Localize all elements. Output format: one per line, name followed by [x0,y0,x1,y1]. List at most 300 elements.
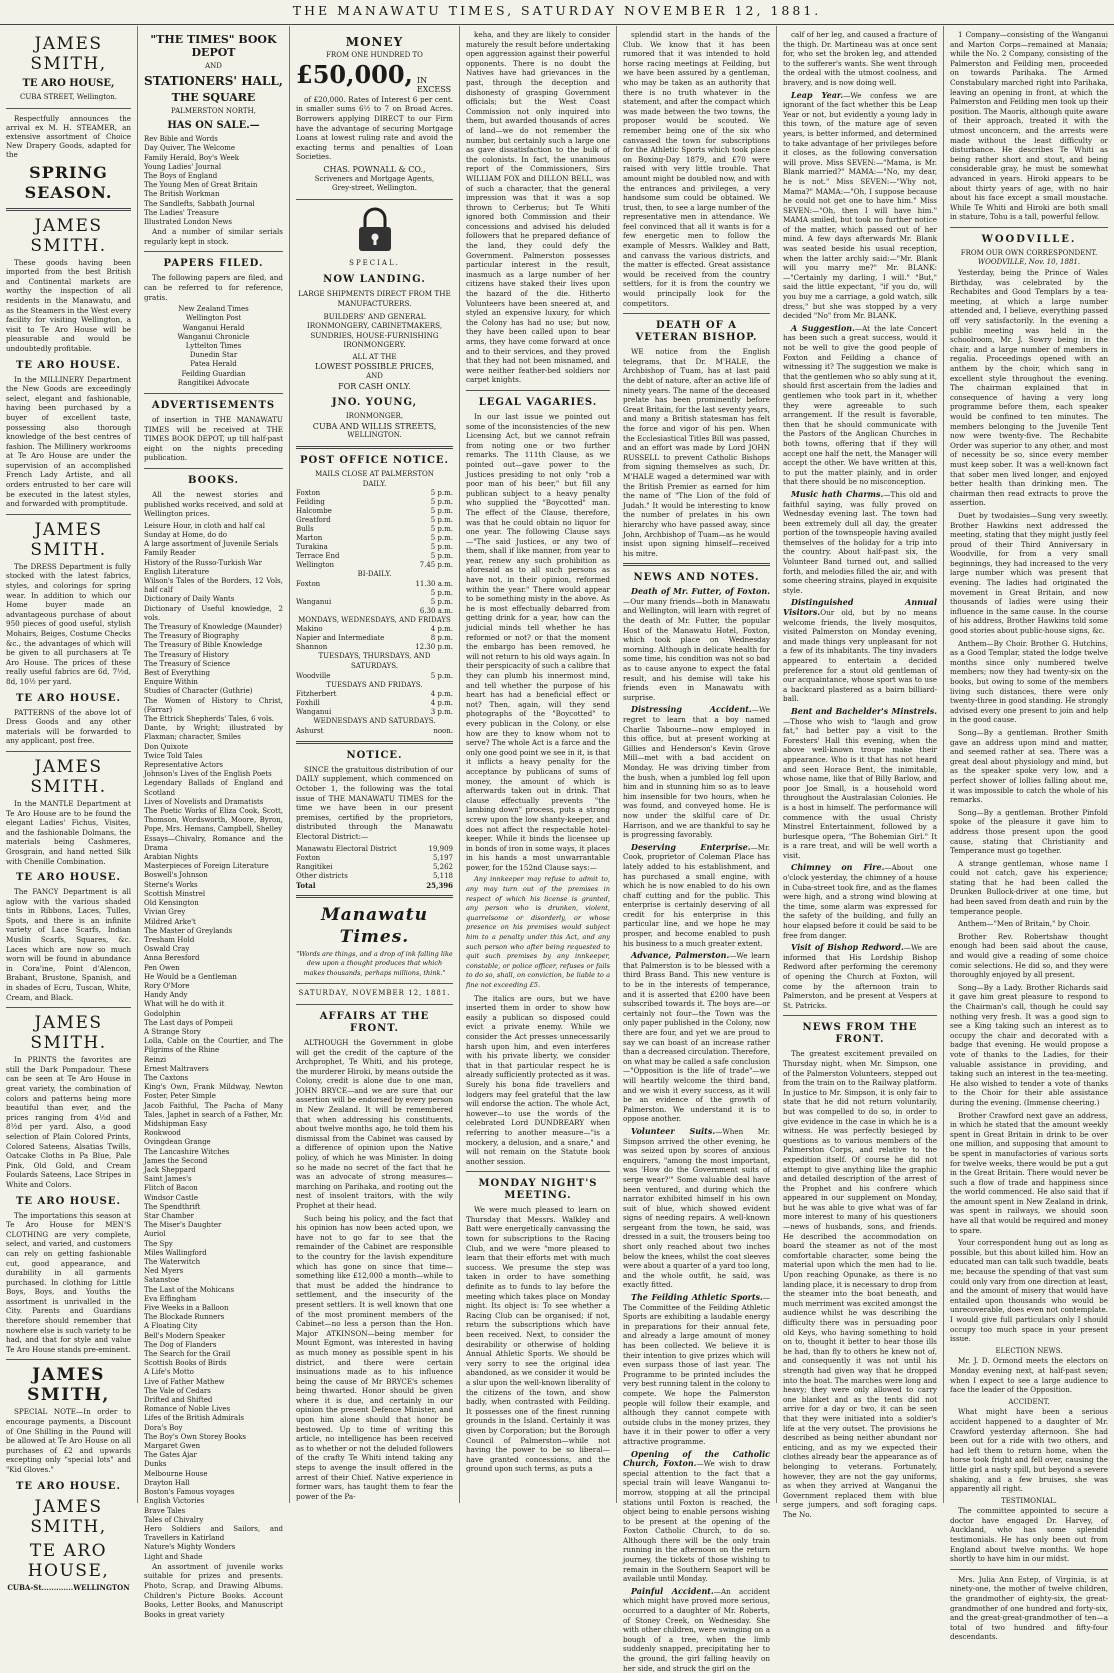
mail-row-label: Terrace End [296,552,340,561]
depot-title: "THE TIMES" BOOK DEPOT [150,33,277,59]
circulation-total-label: Total [296,880,316,890]
book-item: Essays—Chivalry, Romance and the Drama [144,834,283,852]
papers-intro: The following papers are filed, and can be referred to for reference, gratis. [144,273,283,302]
book-item: Ernest Maltravers [144,1064,209,1073]
sale-item: The Boys of England [144,172,218,180]
advertiser-name: JAMES SMITH, [30,34,107,74]
news-item-title: Painful Accident. [631,1585,714,1596]
store-address: CUBA STREET, Wellington. [20,93,117,101]
schedule-heading: DAILY. [362,479,387,488]
mail-row-value: 8 p.m. [430,634,453,643]
book-item: A Life's Motto [144,1368,194,1377]
mail-row [296,607,453,616]
book-item: Dante, by Wright; illustrated by Flaxman; character, Smiles [144,724,283,742]
price-line: AND [366,372,383,381]
mail-row-label: Turakina [296,543,328,552]
mail-row-value: 5 p.m. [430,543,453,552]
store-heading: TE ARO HOUSE. [15,872,121,884]
sale-list [144,135,283,227]
book-item: The Poetic Works of Eliza Cook, Scott, Thomson, Wordsworth, Moore, Byron, Pope, Mrs. Hemans, Campbell, Shelley [144,807,283,834]
news-item-title: The Feilding Athletic Sports. [631,1292,763,1303]
notice-text: SINCE the gratuitous distribution of our DAILY supplement, which commenced on October 1, the following was the total issue of THE MANAWATU TIMES for the time we have been in our present premises, certified by the proprietors, distributed through the Manawatu Electoral District:— [296,764,453,841]
mail-row [296,625,453,634]
news-item-text: —An accident which might have proved more serious, occurred to a daughter of Mr. Roberts, of Stoney Creek, on Wednesday. She with other children, were swinging on a bough of a tree, when the limb suddenly snapped, precipitating her to the ground, the girl falling heavily on her side, and struck the girl on the [623,1586,770,1673]
ironmonger-address: CUBA AND WILLIS STREETS, [312,421,437,431]
book-item: The Women of History to Christ, (Farrar) [144,696,283,714]
depot-square: THE SQUARE [171,90,256,104]
article-heading: WOODVILLE. [981,233,1077,245]
ad-paragraph: SPECIAL NOTE—In order to encourage payments, a Discount of One Shilling in the Pound will be allowed at Te Aro House on all purchases of £2 and upwards excepting only "special lots" and "Kid Gloves." [6,1407,131,1475]
book-item: Romance of Noble Lives [144,1405,231,1414]
news-item-text: —About one o'clock yesterday, the chimney of a house in Cuba-street took fire, and as the flames were high, and a strong wind blowing at the time, some alarm was expressed for the safety of the building, and fully an hour elapsed before it could be said to be free from danger. [783,863,937,940]
book-item: The Treasury of Biography [144,632,240,641]
ironmonger-name: JNO. YOUNG, [331,397,418,409]
depot-subtitle: STATIONERS' HALL, [144,73,283,88]
schedule-bidaily [296,580,453,616]
divider [6,208,131,211]
news-item-text: —We confess we are ignorant of the fact whether this be Leap Year or not, but evidently a young lady in this town, of the mature age of seven years, is better informed, and determined to take advantage of her privileges before it closes, as the following conversation will prove. Miss SEVEN:—"Mama, is Mr. Blank married?" MAMA:—"No, my dear, he is not." Miss SEVEN:—"Why not, Mama?" MAMA:—"Oh, I suppose because he could not get one to have him." Miss SEVEN:—"Oh, then I will have him." MAMA smiled, but took no further notice of the matter, which passed out of her mind. A few days afterwards Mr. Blank was seated beside his usual reception, when the latter archly said:—"Mr. Blank will you marry me?" Mr. BLANK:—"Certainly my darling, I will." "But," said the little expectant, "if you do, will you buy me a carriage, a gold watch, silk dress," but she was stopped by a very decided "No" from Mr. BLANK. [783,90,937,321]
paper-item: New Zealand Times [178,305,249,314]
circulation-row [296,872,453,881]
sale-item: The British Workman [144,190,220,199]
column-6 [777,26,944,1519]
ironmonger-city: WELLINGTON. [347,431,402,440]
article-heading: DEATH OF A VETERAN BISHOP. [635,320,758,344]
adverts-heading: ADVERTISEMENTS [151,400,276,412]
book-item: Lifes of the British Admirals [144,1414,245,1423]
book-item: Jack Sheppard [144,1165,196,1174]
store-heading: TE ARO HOUSE. [15,692,121,704]
book-item: A large assortment of Juvenile Serials [144,540,279,549]
book-item: Don Quixote [144,742,189,751]
sale-item: Young Ladies' Journal [144,162,222,171]
columns [0,26,1114,1673]
store-name: TE ARO HOUSE, [27,1540,110,1581]
schedule-heading: TUESDAYS, THURSDAYS, AND SATURDAYS. [318,652,431,670]
subheading: ACCIDENT. [1008,1397,1050,1406]
notice-heading: NOTICE. [346,749,403,761]
book-item: Jacob Faithful, The Pacha of Many Tales, Japhet in search of a Father, Mr. Midshipman Easy [144,1101,283,1128]
news-item-text: —At the late Concert has been such a great success, would it not be well to give the good people of Foxton and Feilding a chance of witnessing it? The suggestion we make is that the gentlemen who so ably sung at it, should first ascertain from the ladies and gentlemen who took part in it, whether they were agreeable to such arrangement. If the result is favorable, then that he should communicate with the Pastors of the Anglican Churches in both towns, offering that if they will accept one half the nett, the Manager will accept the other. We have written at this, to put the matter plainly, and in order that there should be no misconception. [783,323,937,487]
article-heading: MONDAY NIGHT'S MEETING. [478,1178,598,1202]
ironmonger-role: IRONMONGER, [345,412,404,421]
mail-row-value: 5 p.m. [430,489,453,498]
divider [296,1004,453,1005]
money-amount: £50,000, [296,59,413,89]
news-item [623,587,770,702]
article-paragraph: 1 Company—consisting of the Wanganui and Marton Corps—remained at Manaia; while the No. 2 Company, consisting of the Palmerston and Feilding men, proceeded on towards Parihaka. The Armed Constabulary marched right into Parihaka, leaving an opening in front, at which the Palmerston and Feilding men took up their position. The Maoris, although quite aware of their approach, treated it with the utmost unconcern, and the arrests were made without the least difficulty or disturbance. He describes Te Whiti as being rather short and stout, and being considerable gray, he must be somewhat advanced in years. Hiroki appears to be about thirty years of age, with no hair about his face except a small moustache. While Te Whiti and Hiroki are both small in stature, Tohu is a tall, powerful fellow. [950,30,1108,222]
book-item: Dictionary of Daily Wants [144,595,235,604]
book-item: Brave Tales [144,1506,186,1515]
news-item [783,863,937,940]
book-item: Arabian Nights [144,853,198,862]
news-item-title: A Suggestion. [791,322,855,333]
article-paragraph: Song—By a gentleman. Brother Smith gave an address upon mind and matter, and seemed rather at sea. There was a great deal about physiology and mind, but as the speaker spoke very low, and a perfect shower of lollies falling about me, it was impossible to catch the whole of his remarks. [950,727,1108,805]
book-item: What will he do with it [144,1000,225,1009]
circulation-total [296,881,453,890]
book-item: Twice Told Tales [144,751,203,760]
correspondent-line: FROM OUR OWN CORRESPONDENT. [960,248,1098,257]
book-item: Family Reader [144,549,196,558]
mail-row-label: Fitzherbert [296,690,337,699]
newspaper-title: Manawatu Times. [320,904,429,947]
mail-row [296,498,453,507]
news-item-title: Distinguished Annual Visitors. [783,597,937,618]
mail-row-label: Foxton [296,579,321,588]
mail-row-label: Wanganui [296,708,332,717]
circulation-row-value: 19,909 [428,844,453,853]
subheading: ELECTION NEWS. [995,1346,1063,1355]
book-item: The Caxtons [144,1073,189,1082]
mail-row-label: Foxhill [296,699,320,708]
price-line: LOWEST POSSIBLE PRICES, [314,362,435,372]
book-item: Leisure Hour, in cloth and half cal [144,521,266,530]
trades-text: BUILDERS' AND GENERAL IRONMONGERY, CABINETMAKERS, SUNDRIES, HOUSE-FURNISHING IRONMONGERY. [306,311,443,350]
mail-row-value: 5 p.m. [430,516,453,525]
mail-row-value: 7.45 p.m. [419,561,453,570]
news-item [623,1587,770,1673]
news-item [783,943,937,1010]
circulation-row-value: 5,118 [432,871,453,880]
book-item: Flitch of Bacon [144,1184,198,1193]
motto: "Words are things, and a drop of ink falling like dew upon a thought produces that which makes thousands, perhaps millions, think." [296,949,453,977]
post-office-heading: POST OFFICE NOTICE. [299,455,450,467]
article-paragraph: calf of her leg, and caused a fracture of the thigh. Dr. Martineau was at once sent for, who set the broken leg, and attended to the sufferer's wants. She went through the ordeal with the utmost coolness, and bravery, and is now doing well. [783,30,937,87]
mail-row [296,598,453,607]
book-item: Bell's Modern Speaker [144,1331,225,1340]
article-paragraph: Brother Rev. Robertshaw thought enough had been said about the cause, and would give a reading of some choice comic selections. He did so, and they were thoroughly enjoyed by all present. [950,931,1108,980]
paper-item: Rangitikei Advocate [177,378,250,387]
store-heading: TE ARO HOUSE. [15,1195,121,1207]
books-tail: An assortment of juvenile works suitable for prizes and presents. Photo, Scrap, and Drawing Albums. Children's Picture Books. Account Books, Letter Books, and Manuscript Books in great variety [144,1561,283,1619]
article-paragraph: Duet by twodaisies—Sung very sweetly. Brother Hawkins next addressed the meeting, stating that they might justly feel proud of their Third Anniversary in Woodville, for from a very small beginnings, they had increased to the very large number which was present that evening. The ladies had originated the movement in Great Britain, and now thousands of ladies were using their influence in the same cause. In the course of his address, Brother Hawkins told some good stories about public-house signs, &c. [950,510,1108,636]
book-item: The Vale of Cedars [144,1386,211,1395]
divider [144,251,283,252]
advertiser-name: JAMES SMITH, [30,1496,107,1537]
advertiser-name: JAMES SMITH. [30,1013,107,1054]
book-item: Lolla, Cable on the Courtier, and The Pilgrims of the Rhine [144,1037,283,1055]
ad-paragraph: The FANCY Department is all aglow with the various shaded tints in Ribbons, Laces, Tulles, Spots, and there is an infinite variety of Lace Scarfs, Indian Muslin Scarfs, Squares, &c. Laces which are now so much worn will be found in abundance in Cora'ine, Point d'Alencon, Brabant, Brustone, Spanish, and in shades of Ecru, Tuscan, White, Cream, and Black. [6,887,131,1002]
book-item: Representative Actors [144,761,223,770]
book-item: The Dog of Flanders [144,1340,217,1349]
sale-item: Day Quiver, The Welcome [144,144,236,153]
book-item: James the Second [144,1156,208,1165]
book-item: Drayton Hall [144,1478,190,1487]
book-item: The Gates Ajar [144,1451,197,1460]
news-item-title: Visit of Bishop Redword. [791,942,904,953]
books-list [144,522,283,1562]
mail-row-value: 5 p.m. [430,534,453,543]
advertiser-name: JAMES SMITH. [30,756,107,797]
book-item: Tresham Hold [144,935,195,944]
article-paragraph: WE notice from the English telegrams, that Dr. M'HALE, the Archbishop of Tuam, has at last paid the debt of nature, after an active life of ninety years. The name of the deceased prelate has been prominently before Great Britain, for the last seventy years, and many a British statesman has felt the force and vigor of his pen. When the Ecclesiastical Titles Bill was passed, and an effort was made by Lord JOHN RUSSELL to prevent Catholic Bishops from signing themselves as such, Dr. M'HALE waged a determined war with the British Premier as earned for him the name of "The Lion of the fold of Judah." It would be interesting to know the number of prelates in his own hierarchy who have passed away, since John, Archbishop of Tuam—as he would insist upon signing himself—received his mitre. [623,347,770,558]
book-item: Live of Father Mathew [144,1377,225,1386]
column-1 [0,26,138,1592]
book-item: Five Weeks in a Balloon [144,1304,229,1313]
schedule-heading: MONDAYS, WEDNESDAYS, AND FRIDAYS [298,615,451,624]
book-item: Ned Myers [144,1267,184,1276]
store-address: CUBA-St.............WELLINGTON [7,1582,130,1592]
papers-heading: PAPERS FILED. [163,258,264,270]
article-paragraph: Your correspondent hung out as long as possible, but this about killed him. How an educated man can talk such twaddle, beats me; because the spending of that vast sum could only vary from one direction at least, and the amount of misery that would have entailed upon thousands who would be unrecoverable, does even not contemplate. I would give full particulars only I should occupy too much space in your present issue. [950,1238,1108,1344]
article-paragraph: A strange gentleman, whose name I could not catch, gave his experience; stating that he had been called the Drunken Bullock-driver at one time, but had been saved from death and ruin by the temperance people. [950,858,1108,916]
mail-row [296,525,453,534]
mail-row-value: 4 p.m. [430,699,453,708]
ad-paragraph: PATTERNS of the above lot of Dress Goods and any other materials will be forwarded to any applicant, post free. [6,707,131,746]
book-item: The Search for the Grail [144,1350,231,1359]
book-item: Best of Everything [144,669,211,678]
paper-item: Wanganui Herald [182,323,245,332]
mail-row [296,534,453,543]
book-item: Windsor Castle [144,1193,198,1202]
book-item: Godolphin [144,1009,181,1018]
divider [296,983,453,984]
book-item: The Treasury of Science [144,659,231,668]
mail-row [296,516,453,525]
book-item: The Spendthrift [144,1202,201,1211]
depot-and: AND [205,62,222,70]
ad-paragraph: These goods having been imported from the best British and Continental markets are worthy the inspection of all residents in the Manawatu, and as the Steamers in the West every facility for visiting Wellington, a visit to Te Aro House will be pleasurable and would be undoubtedly profitable. [6,257,131,353]
book-item: He Would be a Gentleman [144,972,237,981]
money-amount-row [296,61,453,95]
book-item: The Miser's Daughter [144,1221,222,1230]
mail-row [296,543,453,552]
book-item: Rory O'More [144,981,190,990]
news-item-title: Advance, Palmerston. [631,950,730,961]
paper-item: Dunedin Star [189,351,238,360]
book-item: Old Kensington [144,899,199,908]
book-item: The Treasury of Knowledge (Maunder) [144,623,282,631]
column-5 [617,26,777,1673]
mail-row-label: Marton [296,534,323,543]
book-item: Margaret Gwen [144,1442,201,1451]
mail-row-value: 5 p.m. [430,588,453,597]
news-item [623,705,770,839]
divider [296,895,453,898]
column-2 [138,26,290,1619]
mail-row [296,672,453,681]
book-item: Boston's Famous voyages [144,1488,235,1497]
divider [950,227,1108,228]
news-item-title: Chimney on Fire. [791,862,885,873]
book-item: Miles Wallingford [144,1248,207,1257]
book-item: Nature's Mighty Wonders [144,1543,236,1552]
advertiser-name: JAMES SMITH. [30,519,107,560]
news-item-title: Deserving Enterprise. [631,841,751,852]
news-item-text: —The Committee of the Feilding Athletic Sports are exhibiting a laudable energy in preparations for their annual fete, and already a large amount of money has been collected. We believe it is their intention to give prizes which will even surpass those of last year. The Programme to be printed includes the very best running talent in the colony to compete. We hope the Palmerston people will follow their example, and although they cannot compete with outside clubs in the money prizes, they have it in their power to offer a very attractive programme. [623,1293,770,1446]
book-item: Hero Soldiers and Sailors, and Travellers in Katirland [144,1524,283,1543]
book-item: Vivian Grey [144,908,186,917]
news-item [783,324,937,487]
schedule-daily [296,489,453,570]
mail-row-value: 4 p.m. [430,625,453,634]
book-item: History of the Russo-Turkish War [144,558,262,567]
schedule-wed [296,727,453,736]
book-item: Masterpieces of Foreign Literature [144,862,269,871]
mail-row-label: Bulls [296,525,314,534]
mail-row-label: Woodville [296,671,331,680]
article-paragraph: splendid start in the hands of the Club. We know that it has been rumored that it was intended to hold horse racing meetings at Feilding, but we have been assured by a gentleman, who may be taken as an authority that there is no truth whatever in the statement, and after the compact which was made between the two towns, the proposer would be scouted. We remember being one of the six who canvassed the town for subscriptions for the Athletic Sports which took place on Boxing-Day 1879, and £70 were raised with very little trouble. That amount might be doubled now, and with the entrances and privileges, a very handsome sum could be obtained. We trust, then, to see a large number of the representative men in attendance. We feel convinced that all it wants is for a few energetic men to follow the example of Messrs. Walkley and Batt, and canvass the various districts, and the matter is effected. Great assistance would be received from the country settlers, for it is from the country we would principally look for the competitors. [623,30,770,308]
circulation-row-value: 5,262 [432,862,453,871]
article-paragraph: Yesterday, being the Prince of Wales Birthday, was celebrated by the Rechabites and Good Templars by a tea-meeting, at which a large number attended and, I believe, everything passed off very satisfactorily. In the evening a public meeting was held in the schoolroom, Mr. J. Sowry being in the chair, and a large number of members in regalia. Proceedings opened with an anthem by the choir, which sang in excellent style throughout the evening. The chairman explained that in consequence of having a very long programme before them, each speaker would be confined to ten minutes. The members belonging to the Juvenile Tent now were twenty-five. The Rechabite Order was superior to any other, and most of necessity be so, since every member must keep sober. It was a well-known fact that sober men lived longer, and enjoyed better health than drinking men. The chairman then read extracts to prove the assertion. [950,268,1108,508]
book-item: The Treasury of History [144,650,229,659]
article-paragraph: The greatest excitement prevailed on Thursday night, when Mr. Simpson, one of the Palmerston Volunteers, stepped out from the train on to the Railway platform. In justice to Mr. Simpson, it is only fair to state that he did not return voluntarily, but was compelled to do so, in order to give evidence in the case in which he is a witness. He was perfectly besieged by questions as to various members of the Palmerston Corps, and relative to the expedition itself. Of course he did not attempt to give anything like the graphic and detailed description of the arrest of the Prophet and his confrere which appeared in our supplement on Monday, but he was able to give what was of far more interest to many of his questioners—news of husbands, sons, and friends. He described the accommodation on board the steamer as not of the most comfortable character, some being the material upon which the men had to lie. Upon reaching Opunake, as there is no landing place, it is necessary to drop from the steamer into the boat beneath, and much merriment was excited amongst the audience whilst he was describing the difficulty there was in persuading poor old Keys, who having something to hold on to, thought it better to hear those ills he had, than fly to others he knew not of, and consequently it was not until his strength had given way that he dropped into the boat. The marches were long and heavy; they were only allowed to carry one blanket and as the tents did not arrive for a day or two, it can be seen that they were initiated into a soldier's life at the very outset. The provisions he described as being neither abundant nor enticing, and as my we expected their clothes already bear the appearance as of belonging to veterans. Fortunately, however, they are not the gay uniforms, as when they arrived at Wanganui the Government replaced them with blue serge jumpers, and soft foraging caps. The No. [783,1049,937,1519]
news-item-text: Our old, but by no means welcome friends, the lively mosquitos, visited Palmerston on Monday evening, and made things very unpleasant for not a few of its inhabitants. The tiny invaders appeared to entertain a decided preference for a stout old gentleman of our acquaintance, whose sport was to use a backcard plastered as a bairn billiard-ball. [783,608,937,704]
ad-paragraph: The DRESS Department is fully stocked with the latest fabrics, styles, and colorings for spring wear. In addition to which our Home buyer made an advantageous purchase of about 950 pieces of good useful, stylish Mohairs, Beiges, Costume Checks &c., the advantages of which will be given to all purchasers at Te Aro House. The prices of these really useful fabrics are 6d, 7½d, 8d, 10½ per yard. [6,561,131,686]
book-item: Dunks [144,1460,167,1469]
mail-row-label: Wellington [296,561,335,570]
book-item: Auriol [144,1230,166,1239]
divider [6,514,131,515]
book-item: Scottish Books of Birds [144,1359,227,1368]
money-excess: IN EXCESS [416,75,452,95]
book-item: Wilson's Tales of the Borders, 12 Vols, half calf [144,576,283,595]
news-item [623,1127,770,1290]
mail-row-value: 4 p.m. [430,690,453,699]
sale-item: Illustrated London News [144,218,232,227]
mail-row-label: Halcombe [296,507,332,516]
dateline: WOODVILLE, Nov. 10, 1881. [977,258,1081,267]
article-paragraph: Mr. J. D. Ormond meets the electors on Monday evening next, at half-past seven; when I expect to see a large audience to face the leader of the Opposition. [950,1356,1108,1395]
divider [144,393,283,394]
divider [296,741,453,744]
store-heading: TE ARO HOUSE. [15,1480,121,1492]
book-item: King's Own, Frank Mildway, Newton Foster, Peter Simple [144,1083,283,1101]
book-item: Oswald Cray [144,945,190,954]
book-item: Satanstoe [144,1276,180,1285]
paper-item: Patea Herald [190,360,237,369]
firm-role: Scriveners and Mortgage Agents, [314,174,435,183]
mail-row-label: Shannon [296,643,328,652]
article-paragraph: What might have been a serious accident happened to a daughter of Mr. Crawford yesterday afternoon. She had been out for a ride with two others, and had left them to return home, when the horse took fright and fell over, causing the little girl a nasty spill, but beyond a severe shaking, and a few bruises, she was apparently all right. [950,1407,1108,1494]
news-item [623,1293,770,1447]
article-paragraph: Anthem—By Choir. Brother G. Hutchins, as a Good Templar, stated the lodge twelve months since only numbered twelve members; now they had twenty-six on the books, but owing to some of the members living such distances, there were only twenty-three in good standing. He strongly advised every one present to join and help in the good cause. [950,638,1108,725]
news-item-text: —When Mr. Simpson arrived the other evening, he was seized upon by scores of anxious enquirers, "among the most important, was 'How do the Government suits of serge wear?'" Some valuable deal have been ventured, and during which the narrator exhibited himself in his own suit of blue, which showed evident signs of needing repairs. A well-known sergeant from the town, he said, was dressed in a suit, the trousers being too short only reached about two inches below the knees, whilst the coat sleeves were about a quarter of a yard too long, and the whole outfit, he said, was exactly fitted. [623,1126,770,1290]
mail-row-value: 5 p.m. [430,525,453,534]
advertiser-name: JAMES SMITH. [30,215,107,256]
article-paragraph: Anthem—"Men of Britain," by Choir. [958,919,1091,929]
mail-row-label: Greatford [296,516,331,525]
money-text: of £20,000. Rates of Interest 6 per cent. in smaller sums 6½ to 7 on Broad Acres. Borrowers applying DIRECT to our Firm have the advantage of securing Mortgage Loans at lowest ruling rate and avoid the exacting terms and penalties of Loan Societies. [296,94,453,162]
article-paragraph: ALTHOUGH the Government in globe will get the credit of the capture of the Archprophet, Te Whiti, and his protege, the murderer Hiroki, by means outside the Colony, credit is alone due to one man, JOHN BRYCE—and we are sure that our assertion will be endorsed by every person in New Zealand. It will be remembered that when addressing his constituents, about twelve months ago, he told them his dismissal from the Cabinet was caused by a difference of opinion upon the Native policy, of which he was Minister. In doing so he made no secret of the fact that he was an advocate of strong measures—marching on Parihaka, and rooting out the nest of insolent traitors, with the wily Prophet at their head. [296,1037,453,1210]
book-item: Saint James's [144,1175,192,1184]
circulation-total-value: 25,396 [426,880,453,890]
section-heading: NEWS AND NOTES. [633,572,760,584]
book-item: The Treasury of Bible Knowledge [144,641,263,650]
book-item: The Spy [144,1239,173,1248]
divider [623,313,770,314]
book-item: The Ettrick Shepherds' Tales, 6 vols. [144,715,275,724]
mail-row-value: 12.30 p.m. [415,643,453,652]
mail-row-value: 11.30 a.m. [415,579,453,588]
ad-paragraph: The importations this season at Te Aro House for MEN'S CLOTHING are very complete, select, and varied, and customers can rely on getting fashionable cut, good appearance, and durability in all garments purchased. In clothing for Little Boys, Boys, and Youths the assortment is unrivalled in the City. Parents and Guardians therefore should remember that nowhere else is such variety to be had, and that for style and value Te Aro House stands pre-eminent. [6,1210,131,1354]
divider [6,1359,131,1360]
article-paragraph: Such being his policy, and the fact that his opinion has now been acted upon, we have not to go far to see that the remainder of the Cabinet are responsible to the country for the lavish expenditure which has gone on since that time—something like £12,000 a month—while to that must be added the hindrance to settlement, and the insecurity of the present settlers. It is well known that one of the most prominent members of the Cabinet—no less a person than the Hon. Major ATKINSON—being member for Mount Egmont, was interested in having as much money as possible spent in his district, and there were certain insinuations made as to his influence being the cause of Mr BRYCE's schemes being thwarted. Honor should be given where it is due, and certainly in our opinion the present Defence Minister, and upon him alone should that honor be bestowed. Up to time of writing this article, no intelligence has been received as to whether or not the deluded followers of the crafty Te Whiti intend taking any steps to avenge the insult offered in the arrest of their Chief. Native experience in former wars, has taught them to fear the power of the Pa- [296,1213,453,1501]
papers-list [144,305,283,388]
paper-item: Wanganui Chronicle [177,332,250,341]
masthead: THE MANAWATU TIMES, SATURDAY NOVEMBER 12, 1881. [0,0,1114,25]
circulation-table [296,845,453,881]
book-item: Legendary Ballads of England and Scotland [144,779,283,797]
news-item-text: —We learn that Palmerston is to be blessed with a third Brass Band. This new venture is to be in the interests of temperance, and it is asserted that £200 have been subscribed towards it. The boys are—or certainly not four—the Town was the only paper published in the Colony, now there are four, and yet we are proud to say we can boast of an increase rather than a decreased circulation. Therefore, on what may be called a safe conclusion—"Opposition is the life of trade"—we will heartily welcome the third band, and we wish it every success, as it will be an evidence of the growth of Palmerston. We understand it is to oppose another. [623,951,771,1124]
price-line: ALL AT THE [352,352,397,361]
news-item [623,843,770,949]
firm-address: Grey-street, Wellington. [332,184,417,193]
book-item: The Last of the Mohicans [144,1285,235,1294]
sale-item: Family Herald, Boy's Week [144,153,239,162]
book-item: Sunday at Home, do do [144,530,228,539]
article-paragraph: keha, and they are likely to consider maturely the result before undertaking open aggression against their powerful opponents. There is no doubt the Natives have had grievances in the past, through the deception and dishonesty of grasping Government officials; but the West Coast Commission not only inquired into them, but awarded thousands of acres of land—we do not remember the number, but certainly such a large one as gave dissatisfaction to the bulk of the colonists. In fact, the unanimous report of the Commissioners, Sirs WILLIAM FOX and DILLON BELL, was of such a character, that the general impression was that it was a sop thrown to Cerberus; but Te Whiti ignored both Commission and their concessions and advised his deluded followers that he prepared defiance of the land, they could defy the Government. Palmerston possesses particular interest in the result, inasmuch as a large number of her citizens have staked their lives upon the hazard of the die. Hitherto Volunteers have been sneered at, and styled an expensive luxury, for which the Colony has had no use; but now, they have been called upon to bear arms, they have come forward at once and to their services, and they proved that they had not been misnamed, and were neither feather-bed soldiers nor carpet knights. [466,30,610,385]
mail-row [296,552,453,561]
books-heading: BOOKS. [187,474,240,486]
divider [466,390,610,391]
landing-text: LARGE SHIPMENTS DIRECT FROM THE MANUFACTURERS. [298,289,451,308]
ad-intro: Respectfully announces the arrival ex M. H. STEAMER, an extensive assortment of Choice New Drapery Goods, adapted for the [6,113,131,160]
mail-row-label: Napier and Intermediate [296,634,385,643]
book-item: The Boy's Own Storey Books [144,1432,246,1441]
news-item-title: Music hath Charms. [791,488,884,499]
article-paragraph: In our last issue we pointed out some of the inconsistencies of the new Licensing Act, but we cannot refrain from noting one or two further remarks. The 111th Clause, as we pointed out—gave power to the Justices presiding to not only "rob a poor man of his beer," but fill any publican subject to a heavy penalty who supplied the "Boycotted" man. The effect of the Clause, therefore, was that he could obtain no liquor for one year. The following Clause says—"The said Justices, or any two of them, shall if like manner, from year to year, renew any such prohibition as aforesaid as to all such persons as have not, in their opinion, reformed within the year." There would appear to be something misty in the above. As he is most effectually debarred from getting drink for a year, how can the judicial minds tell whether he has reformed or not? or that the moment the embargo has been removed, he will not return to his old ways again. In their perspicacity of such a calibre that they can plumb his innermost mind, and tell whether the purpose of his heart has had a beneficial effect or not? Then, again, will they send photographs of the "Boycotted" to every publican in the Colony, or else how are they to know whom not to serve? The whole Act is a farce and the only one good point we see in it, is that it inflicts a heavy penalty for the acceptance by publicans of sums of money, the amount of which is afterwards taken out in drink. That clause effectually prevents "the lambing down" process, puts a strong screw upon the low shanty-keeper, and does not affect the respectable hotel-keeper. While it binds the licensee up in bonds of iron in some ways, it places in his hands a most unwarrantable power, for the 152nd Clause says:— [466,411,610,872]
mail-row [296,699,453,708]
divider [6,1007,131,1008]
book-item: Enquire Within [144,678,198,687]
mail-row-label: Feilding [296,498,325,507]
mail-row [296,690,453,699]
divider [296,199,453,200]
book-item: The Master of Greylands [144,926,233,935]
book-item: Scottish Minstrel [144,889,206,898]
book-item: Reinzi [144,1055,167,1064]
sale-item: The Sandlefts, Sabbath Journal [144,199,255,208]
mail-row [296,507,453,516]
mail-row-label: Foxton [296,489,321,498]
divider [950,1569,1108,1570]
book-item: The Lancashire Witches [144,1147,230,1156]
money-heading: MONEY [345,35,404,49]
advertiser-name: JAMES SMITH, [27,1365,110,1406]
news-item-text: —Those who wish to "laugh and grow fat," had better pay a visit to the Foresters' Hall this evening, when the above well-known troupe make their appearance. Who is it that has not heard and seen Horace Bent, the inimitable, whose name, like that of Billy Barlow, and poor Joe Small, is a household word throughout the Australasian Colonies. He is a host in himself. The performance will commence with the usual Christy Minstrel Entertainment, followed by a burlesque opera, "The Bohemian Girl." It is a rare treat, and will be well worth a visit. [783,716,937,860]
special-label: SPECIAL. [349,258,400,267]
article-heading: NEWS FROM THE FRONT. [802,1022,918,1046]
schedule-mwf [296,625,453,652]
book-item: Pen Owen [144,963,180,972]
divider [296,446,453,449]
book-item: Johnson's Lives of the English Poets [144,770,272,779]
mail-row [296,643,453,652]
mail-row [296,580,453,589]
paper-item: Lyttelton Times [185,342,242,350]
news-item-text: —Mr. Cook, proprietor of Coleman Place has lately added to his establishment, and has purchased a small engine, with which he is now enabled to do his own chaff cutting and for the public. This enterprise is certainly deserving of all credit for his enterprise in this particular line, and we hope he may prosper, and become enabled to push his business to a much greater extent. [623,842,770,948]
firm-name: CHAS. POWNALL & CO., [323,164,426,174]
book-item: Tales of Chivalry [144,1515,204,1524]
article-paragraph: We were much pleased to learn on Thursday that Messrs. Walkley and Batt were energetically canvassing the town for subscriptions to the Racing Club, and we were "more pleased to learn that their efforts met with much success. We presume the step was taken in order to have something definite as to funds to lay before the meeting which takes place on Monday night. Its object is: To see whether a Racing Club can be organised; if not, return the subscriptions which have been received. Next, to consider the desirability or otherwise of holding Annual Athletic Sports. We should be very sorry to see the original idea abandoned, as we consider it would be a slur upon the well-known liberality of the citizens of the town, and show badly, when contrasted with Feilding. It possesses one of the finest running grounds in the Island. Certainly it was given by Corporation; but the Borough Council of Palmerston—while not having the power to be so liberal—have granted concessions, and the ground upon such terms, as puts a [466,1205,610,1474]
news-item-text: —This old and faithful saying, was fully proved on Wednesday evening last. The town had been extremely dull all day, the greater portion of the townspeople having availed themselves of the holiday for a trip into the country. About half-past six, the Volunteer Band turned out, and sallied forth, and melodies filled the air, and with some cheering strains, played in exquisite style. [783,489,937,595]
divider [6,751,131,752]
book-item: English Literature [144,567,210,576]
book-item: Eva Effingham [144,1294,197,1303]
article-paragraph: The committee appointed to secure a doctor have engaged Dr. Harvey, of Auckland, who has some splendid testimonials. He has only been out from England about twelve months. We hope shortly to have him in our midst. [950,1506,1108,1564]
schedule-heading: WEDNESDAYS AND SATURDAYS. [313,717,436,726]
sale-item: The Young Men of Great Britain [144,181,258,190]
column-4 [460,26,617,1503]
paper-item: Feilding Guardian [181,369,246,378]
circulation-row [296,854,453,863]
book-item: Rookwood [144,1129,181,1138]
subheading: TESTIMONIAL. [1001,1496,1057,1505]
mail-row-value: 5 p.m. [430,507,453,516]
sale-item: The Ladies' Treasure [144,208,219,217]
book-item: Boswell's Johnson [144,871,208,880]
